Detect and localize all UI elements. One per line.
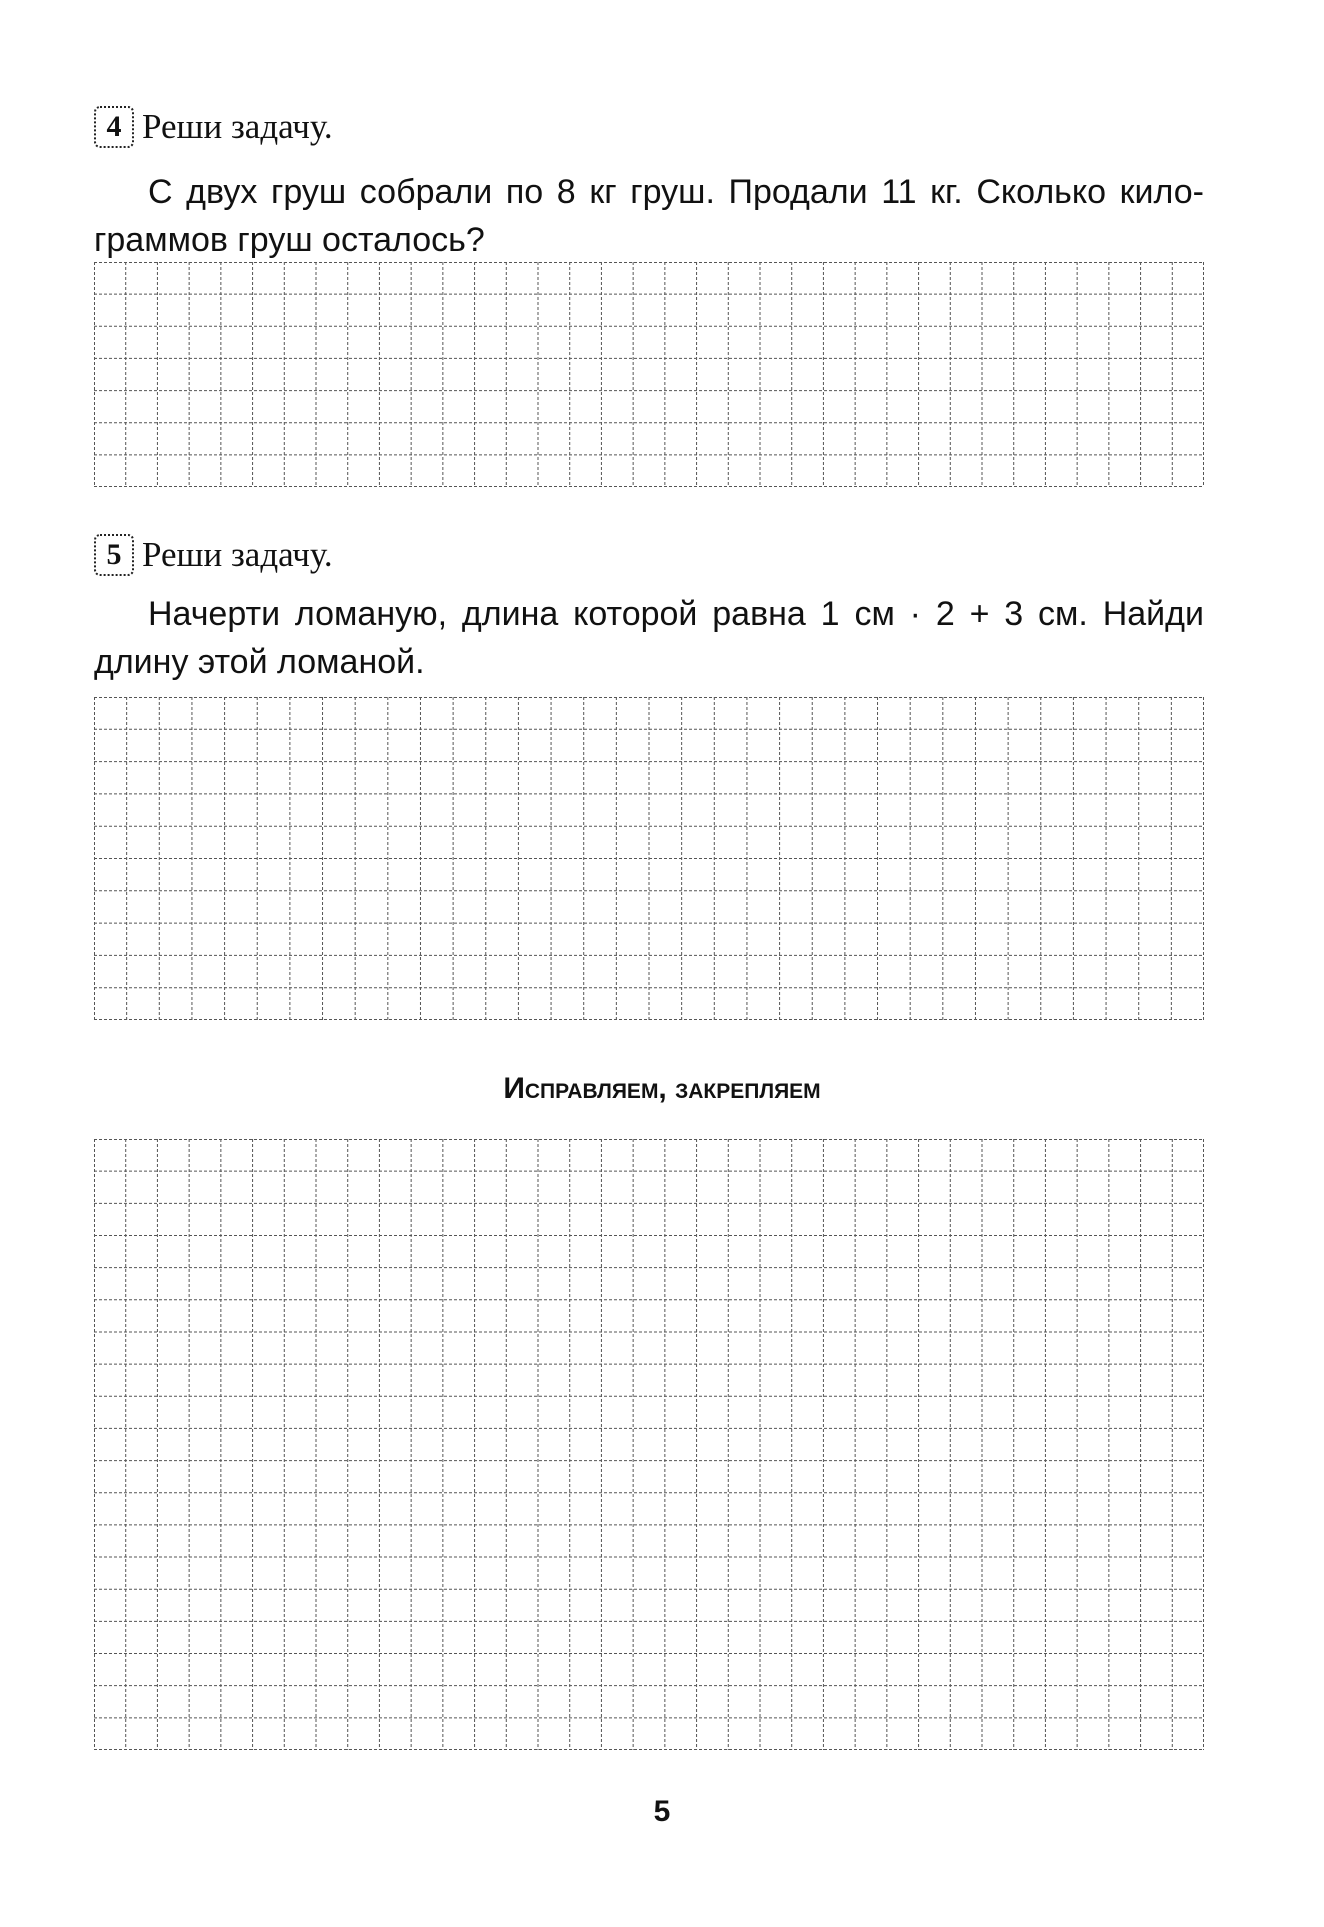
page-number: 5 <box>653 1795 671 1828</box>
task-5-number-badge: 5 <box>94 534 134 576</box>
section-title: Исправляем, закрепляем <box>503 1072 821 1105</box>
task-5-answer-grid[interactable] <box>94 697 1204 1020</box>
task-4-number-badge: 4 <box>94 106 134 148</box>
task-5-header <box>94 534 333 576</box>
task-5-text: Начерти ломаную, длина которой равна 1 см · 2 + 3 см. Найди длину этой ломаной. <box>94 595 1204 681</box>
task-5-instruction: Реши задачу. <box>142 535 333 574</box>
corrections-grid[interactable] <box>94 1139 1204 1750</box>
task-4-instruction: Реши задачу. <box>142 107 333 146</box>
task-4-text: С двух груш собрали по 8 кг груш. Продали 11 кг. Сколько килограммов груш осталось? <box>94 173 1204 259</box>
task-4-answer-grid[interactable] <box>94 262 1204 487</box>
task-4-header <box>94 106 333 148</box>
